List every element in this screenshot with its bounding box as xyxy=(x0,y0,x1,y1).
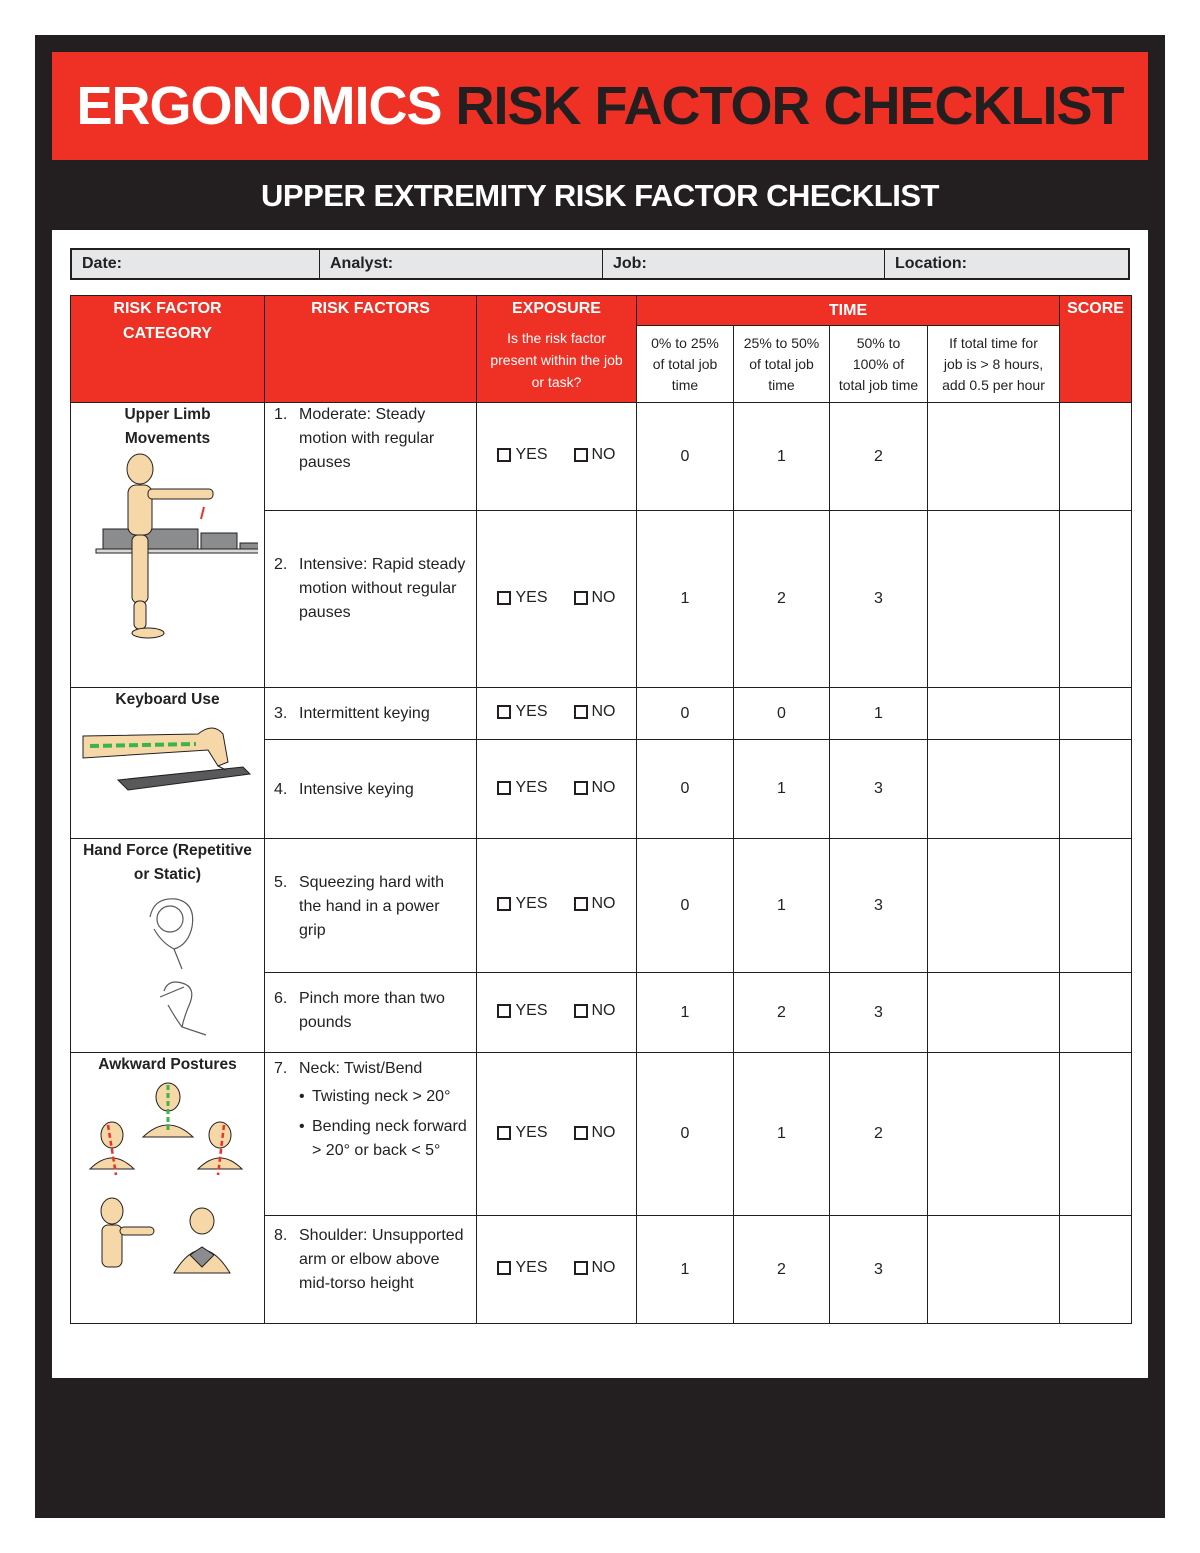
upper-limb-figure-icon xyxy=(78,451,258,641)
time-col-25-50: 25% to 50% of total job time xyxy=(734,326,830,403)
time-value: 2 xyxy=(830,403,928,511)
keyboard-hands-icon xyxy=(78,712,258,802)
score-cell[interactable] xyxy=(1060,688,1132,740)
title-banner xyxy=(52,52,1148,160)
hand-grip-icon xyxy=(78,887,258,1037)
no-checkbox[interactable] xyxy=(574,1002,616,1020)
no-label: NO xyxy=(591,895,616,912)
time-value: 1 xyxy=(734,403,830,511)
factor-number: 5. xyxy=(274,874,288,891)
yes-label: YES xyxy=(515,446,548,463)
time-value: 2 xyxy=(830,1053,928,1216)
checkbox-icon xyxy=(574,591,588,605)
factor-text: Neck: Twist/Bend xyxy=(299,1060,423,1077)
risk-factor-table xyxy=(70,295,1132,1324)
yes-label: YES xyxy=(515,1123,548,1141)
time-value: 0 xyxy=(637,688,734,740)
time-value: 1 xyxy=(637,1216,734,1324)
no-label: NO xyxy=(591,1259,616,1276)
factor-5 xyxy=(265,839,477,973)
info-row xyxy=(70,248,1130,280)
over-8h-cell[interactable] xyxy=(928,839,1060,973)
title-part1: ERGONOMICS xyxy=(76,76,442,136)
checkbox-icon xyxy=(574,448,588,462)
factor-number: 8. xyxy=(274,1227,288,1244)
factor-8 xyxy=(265,1216,477,1324)
checkbox-icon xyxy=(497,1261,511,1275)
factor-4 xyxy=(265,740,477,839)
time-value: 1 xyxy=(734,1053,830,1216)
time-col-0-25: 0% to 25% of total job time xyxy=(637,326,734,403)
header-category xyxy=(71,296,265,403)
time-value: 0 xyxy=(734,688,830,740)
factor-text: Shoulder: Unsupported arm or elbow above mid-torso height xyxy=(299,1227,464,1292)
checkbox-icon xyxy=(497,897,511,911)
factor-number: 3. xyxy=(274,705,288,722)
exposure-5 xyxy=(477,839,637,973)
time-value: 3 xyxy=(830,1216,928,1324)
yes-checkbox[interactable] xyxy=(497,703,547,721)
checkbox-icon xyxy=(574,1126,588,1140)
yes-label: YES xyxy=(515,778,548,796)
header-score: SCORE xyxy=(1060,296,1132,403)
score-cell[interactable] xyxy=(1060,1053,1132,1216)
checkbox-icon xyxy=(497,781,511,795)
no-checkbox[interactable] xyxy=(574,895,616,913)
no-label: NO xyxy=(591,446,616,463)
over-8h-cell[interactable] xyxy=(928,403,1060,511)
no-checkbox[interactable] xyxy=(574,1259,616,1277)
header-category-line2: CATEGORY xyxy=(123,325,212,342)
category-hand-force xyxy=(71,839,265,1053)
header-exposure-question: Is the risk factor present within the job or task? xyxy=(490,330,623,390)
yes-checkbox[interactable] xyxy=(497,1259,547,1277)
yes-label: YES xyxy=(515,895,548,912)
category-label: Upper Limb Movements xyxy=(124,406,211,447)
score-cell[interactable] xyxy=(1060,403,1132,511)
category-label: Awkward Postures xyxy=(98,1056,237,1073)
time-col-50-100: 50% to 100% of total job time xyxy=(830,326,928,403)
checkbox-icon xyxy=(574,897,588,911)
checkbox-icon xyxy=(497,1126,511,1140)
yes-checkbox[interactable] xyxy=(497,589,547,607)
time-value: 2 xyxy=(734,1216,830,1324)
checkbox-icon xyxy=(574,705,588,719)
score-cell[interactable] xyxy=(1060,511,1132,688)
yes-label: YES xyxy=(515,588,548,606)
factor-number: 4. xyxy=(274,781,288,798)
no-checkbox[interactable] xyxy=(574,703,616,721)
date-field[interactable]: Date: xyxy=(72,250,320,278)
factor-7 xyxy=(265,1053,477,1216)
no-label: NO xyxy=(591,1002,616,1019)
time-value: 1 xyxy=(637,511,734,688)
checkbox-icon xyxy=(497,705,511,719)
factor-text: Moderate: Steady motion with regular pauses xyxy=(299,406,435,471)
exposure-1 xyxy=(477,403,637,511)
exposure-7 xyxy=(477,1053,637,1216)
factor-1 xyxy=(265,403,477,511)
time-value: 0 xyxy=(637,740,734,839)
page-subtitle: UPPER EXTREMITY RISK FACTOR CHECKLIST xyxy=(261,178,939,213)
score-cell[interactable] xyxy=(1060,839,1132,973)
checkbox-icon xyxy=(497,1004,511,1018)
time-value: 1 xyxy=(734,740,830,839)
category-keyboard xyxy=(71,688,265,839)
header-category-line1: RISK FACTOR xyxy=(113,300,222,317)
table-row xyxy=(71,1053,1132,1216)
time-value: 3 xyxy=(830,740,928,839)
table-row xyxy=(71,839,1132,973)
time-value: 2 xyxy=(734,973,830,1053)
factor-2 xyxy=(265,511,477,688)
exposure-4 xyxy=(477,740,637,839)
yes-label: YES xyxy=(515,1259,548,1276)
yes-checkbox[interactable] xyxy=(497,1124,547,1142)
time-value: 3 xyxy=(830,839,928,973)
no-checkbox[interactable] xyxy=(574,779,616,797)
checkbox-icon xyxy=(497,591,511,605)
analyst-field[interactable]: Analyst: xyxy=(320,250,603,278)
table-row xyxy=(71,403,1132,511)
yes-checkbox[interactable] xyxy=(497,779,547,797)
header-exposure-title: EXPOSURE xyxy=(512,300,601,317)
time-value: 0 xyxy=(637,1053,734,1216)
exposure-2 xyxy=(477,511,637,688)
checkbox-icon xyxy=(574,1261,588,1275)
time-value: 1 xyxy=(830,688,928,740)
awkward-postures-icon xyxy=(78,1077,258,1297)
no-label: NO xyxy=(591,778,616,796)
over-8h-cell[interactable] xyxy=(928,973,1060,1053)
header-time: TIME xyxy=(637,296,1060,326)
title-part2: RISK FACTOR CHECKLIST xyxy=(455,76,1124,136)
job-field[interactable]: Job: xyxy=(603,250,885,278)
header-exposure xyxy=(477,296,637,403)
score-cell[interactable] xyxy=(1060,1216,1132,1324)
over-8h-cell[interactable] xyxy=(928,1216,1060,1324)
exposure-6 xyxy=(477,973,637,1053)
time-value: 1 xyxy=(734,839,830,973)
yes-checkbox[interactable] xyxy=(497,446,547,464)
factor-text: Intensive: Rapid steady motion without regular pauses xyxy=(299,556,466,621)
no-label: NO xyxy=(591,1123,616,1141)
factor-bullet: • Bending neck forward > 20° or back < 5° xyxy=(312,1115,470,1163)
checkbox-icon xyxy=(574,1004,588,1018)
checkbox-icon xyxy=(497,448,511,462)
yes-checkbox[interactable] xyxy=(497,895,547,913)
factor-number: 2. xyxy=(274,556,288,573)
factor-number: 6. xyxy=(274,990,288,1007)
table-row xyxy=(71,688,1132,740)
factor-number: 7. xyxy=(274,1060,288,1077)
yes-checkbox[interactable] xyxy=(497,1002,547,1020)
time-value: 2 xyxy=(734,511,830,688)
exposure-8 xyxy=(477,1216,637,1324)
factor-3 xyxy=(265,688,477,740)
location-field[interactable]: Location: xyxy=(895,255,967,272)
factor-6 xyxy=(265,973,477,1053)
no-label: NO xyxy=(591,703,616,720)
header-factors: RISK FACTORS xyxy=(265,296,477,403)
time-value: 3 xyxy=(830,973,928,1053)
time-value: 0 xyxy=(637,839,734,973)
no-checkbox[interactable] xyxy=(574,446,616,464)
no-checkbox[interactable] xyxy=(574,589,616,607)
checkbox-icon xyxy=(574,781,588,795)
yes-label: YES xyxy=(515,1002,548,1019)
exposure-3 xyxy=(477,688,637,740)
no-checkbox[interactable] xyxy=(574,1124,616,1142)
yes-label: YES xyxy=(515,703,548,720)
no-label: NO xyxy=(591,588,616,606)
score-cell[interactable] xyxy=(1060,973,1132,1053)
factor-text: Squeezing hard with the hand in a power grip xyxy=(299,874,444,939)
category-label: Hand Force (Repetitive or Static) xyxy=(83,842,252,883)
over-8h-cell[interactable] xyxy=(928,740,1060,839)
time-value: 1 xyxy=(637,973,734,1053)
time-value: 3 xyxy=(830,511,928,688)
category-awkward-postures xyxy=(71,1053,265,1324)
factor-bullet: • Twisting neck > 20° xyxy=(312,1085,470,1109)
over-8h-cell[interactable] xyxy=(928,688,1060,740)
score-cell[interactable] xyxy=(1060,740,1132,839)
over-8h-cell[interactable] xyxy=(928,1053,1060,1216)
category-upper-limb xyxy=(71,403,265,688)
time-col-over-8h: If total time for job is > 8 hours, add 0.5 per hour xyxy=(928,326,1060,403)
factor-text: Pinch more than two pounds xyxy=(299,990,445,1031)
factor-text: Intensive keying xyxy=(299,781,414,798)
factor-number: 1. xyxy=(274,406,288,423)
category-label: Keyboard Use xyxy=(115,691,220,708)
time-value: 0 xyxy=(637,403,734,511)
factor-text: Intermittent keying xyxy=(299,705,430,722)
over-8h-cell[interactable] xyxy=(928,511,1060,688)
